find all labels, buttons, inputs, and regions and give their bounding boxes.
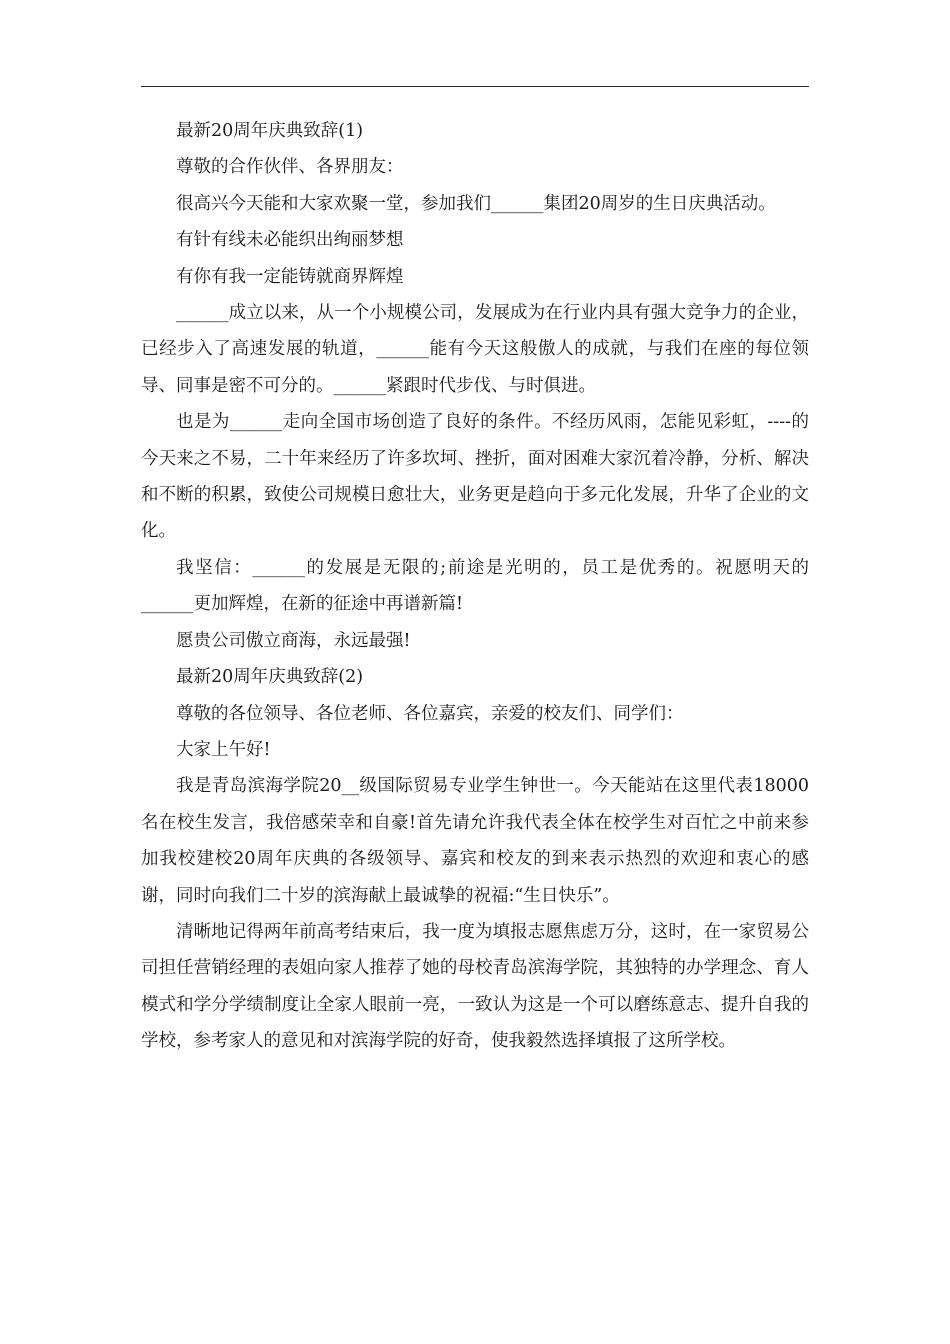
heading-speech-2: 最新20周年庆典致辞(2)	[176, 667, 364, 688]
paragraph: 我是青岛滨海学院20__级国际贸易专业学生钟世一。今天能站在这里代表18000名在校生发言，我倍感荣幸和自豪!首先请允许我代表全体在校学生对百忙之中前来参加我校建校20周年庆典的各级领导、嘉宾和校友的到来表示热烈的欢迎和衷心的感谢，同时向我们二十岁的滨海献上最诚挚的祝福:“生日快乐”。	[141, 776, 809, 906]
verse-line: 有针有线未必能织出绚丽梦想	[176, 230, 404, 251]
paragraph: 清晰地记得两年前高考结束后，我一度为填报志愿焦虑万分，这时，在一家贸易公司担任营销经理的表姐向家人推荐了她的母校青岛滨海学院，其独特的办学理念、育人模式和学分学绩制度让全家人眼前一亮，一致认为这是一个可以磨练意志、提升自我的学校，参考家人的意见和对滨海学院的好奇，使我毅然选择填报了这所学校。	[141, 921, 809, 1052]
salutation-2: 尊敬的各位领导、各位老师、各位嘉宾，亲爱的校友们、同学们：	[176, 703, 684, 724]
greeting: 大家上午好!	[176, 739, 271, 760]
paragraph: 也是为______走向全国市场创造了良好的条件。不经历风雨，怎能见彩虹，----的今天来之不易，二十年来经历了许多坎坷、挫折，面对困难大家沉着冷静，分析、解决和不断的积累，致使公司规模日愈壮大，业务更是趋向于多元化发展，升华了企业的文化。	[141, 412, 809, 542]
paragraph: 愿贵公司傲立商海，永远最强!	[176, 630, 411, 651]
paragraph: 很高兴今天能和大家欢聚一堂，参加我们______集团20周岁的生日庆典活动。	[176, 193, 776, 214]
paragraph: 我坚信：______的发展是无限的;前途是光明的，员工是优秀的。祝愿明天的______更加辉煌，在新的征途中再谱新篇!	[141, 557, 809, 615]
header-rule	[141, 86, 809, 87]
document-body	[141, 113, 809, 1060]
heading-speech-1: 最新20周年庆典致辞(1)	[176, 121, 364, 141]
verse-line: 有你有我一定能铸就商界辉煌	[176, 266, 404, 287]
paragraph: ______成立以来，从一个小规模公司，发展成为在行业内具有强大竞争力的企业，已经步入了高速发展的轨道，______能有今天这般傲人的成就，与我们在座的每位领导、同事是密不可分的。______紧跟时代步伐、与时俱进。	[141, 303, 809, 396]
salutation-1: 尊敬的合作伙伴、各界朋友：	[176, 157, 404, 178]
